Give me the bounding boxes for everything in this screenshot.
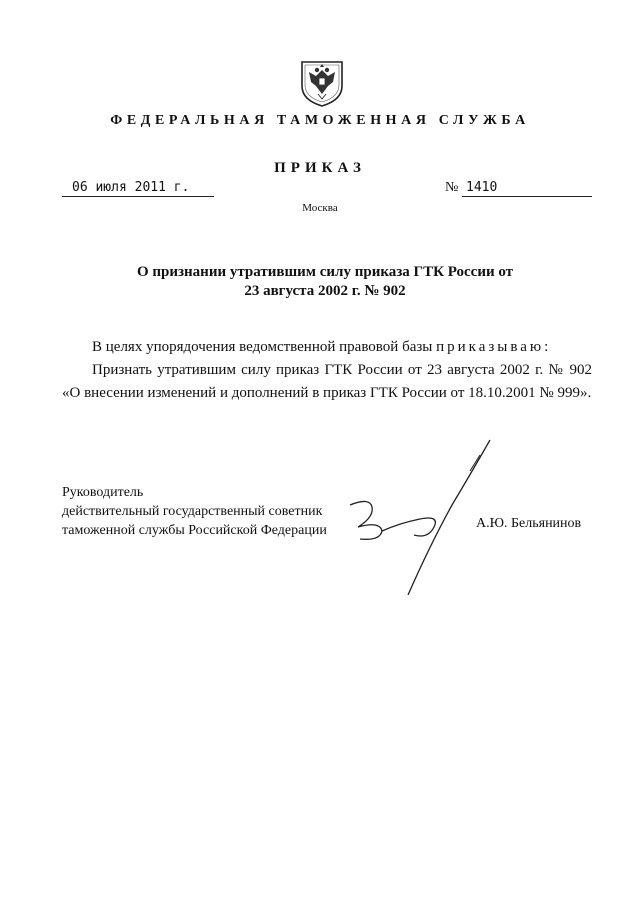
order-number-label: № — [445, 180, 459, 195]
order-date: 06 июля 2011 г. — [62, 180, 214, 197]
agency-name: ФЕДЕРАЛЬНАЯ ТАМОЖЕННАЯ СЛУЖБА — [110, 113, 530, 128]
paragraph-line-1: Признать утратившим силу приказ ГТК России от 23 августа 2002 г. № 902 — [92, 362, 592, 378]
signatory-title-line-3: таможенной службы Российской Федерации — [62, 523, 327, 538]
order-title-line-1: О признании утратившим силу приказа ГТК России от — [136, 264, 514, 280]
order-title — [60, 263, 590, 301]
paragraph-line-2: «О внесении изменений и дополнений в приказ ГТК России от 18.10.2001 № 999». — [62, 385, 592, 401]
city: Москва — [302, 202, 338, 214]
intro-paragraph — [62, 336, 592, 359]
order-title-line-2: 23 августа 2002 г. № 902 — [244, 283, 406, 299]
order-body — [62, 336, 592, 405]
intro-verb: приказываю: — [436, 339, 552, 355]
signatory-title-line-1: Руководитель — [62, 485, 144, 500]
intro-text: В целях упорядочения ведомственной правовой базы — [92, 339, 433, 355]
signatory-title — [62, 483, 327, 540]
handwritten-signature — [330, 435, 500, 605]
document-type: ПРИКАЗ — [274, 160, 366, 176]
order-number: 1410 — [462, 180, 592, 197]
signatory-title-line-2: действительный государственный советник — [62, 504, 323, 519]
russian-coat-of-arms-icon — [296, 56, 348, 108]
signatory-name: А.Ю. Бельянинов — [476, 516, 582, 531]
